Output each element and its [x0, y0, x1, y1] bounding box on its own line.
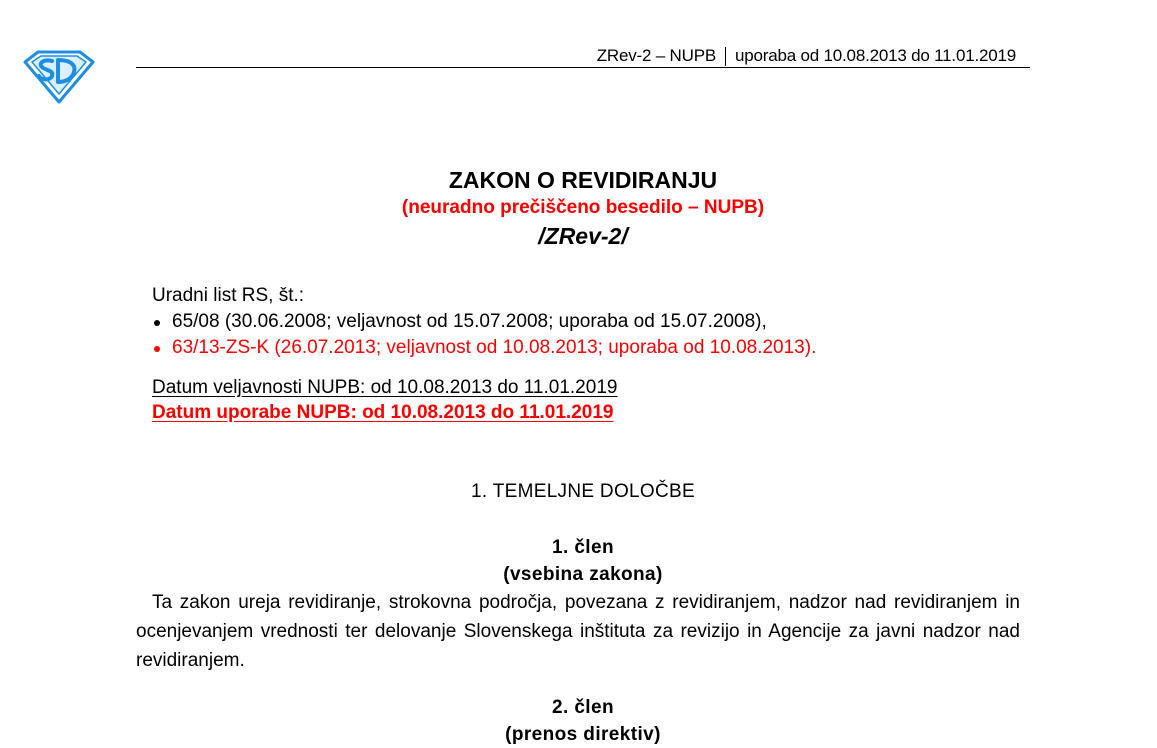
- law-subtitle: (neuradno prečiščeno besedilo – NUPB): [401, 197, 765, 218]
- law-title: ZAKON O REVIDIRANJU: [448, 167, 718, 193]
- sd-logo-icon: [22, 46, 96, 104]
- article-title: (prenos direktiv): [505, 724, 661, 745]
- bullet-icon: [154, 346, 160, 352]
- article-number: 2. člen: [552, 697, 614, 718]
- bullet-icon: [154, 320, 160, 326]
- header-doc-code: ZRev-2 – NUPB: [596, 46, 716, 65]
- running-header: [136, 45, 1030, 68]
- law-abbreviation: /ZRev-2/: [538, 223, 628, 249]
- gazette-item: [152, 335, 1032, 361]
- chapter-heading: 1. TEMELJNE DOLOČBE: [471, 481, 695, 502]
- article-heading: [136, 534, 1030, 588]
- header-separator: [725, 47, 726, 66]
- gazette-label: Uradni list RS, št.:: [152, 285, 305, 306]
- article-text: Ta zakon ureja revidiranje, strokovna področja, povezana z revidiranjem, nadzor nad revidiranjem in ocenjevanjem vrednosti ter delovanje Slovenskega inštituta za revizijo in Agencije za javni nadzor nad revidiranjem.: [136, 592, 1020, 671]
- gazette-list: [152, 309, 1032, 361]
- gazette-item-text: 65/08 (30.06.2008; veljavnost od 15.07.2008; uporaba od 15.07.2008),: [172, 311, 767, 332]
- validity-date-line: Datum veljavnosti NUPB: od 10.08.2013 do 11.01.2019: [152, 377, 618, 398]
- gazette-references: [152, 283, 1032, 361]
- title-block: [136, 166, 1030, 250]
- validity-dates: [152, 375, 617, 425]
- article-heading: [136, 694, 1030, 748]
- article-title: (vsebina zakona): [503, 564, 663, 585]
- gazette-item-text: 63/13-ZS-K (26.07.2013; veljavnost od 10.08.2013; uporaba od 10.08.2013).: [172, 337, 817, 358]
- gazette-item: [152, 309, 1032, 335]
- use-date-line: Datum uporabe NUPB: od 10.08.2013 do 11.01.2019: [152, 402, 614, 423]
- header-use-period: uporaba od 10.08.2013 do 11.01.2019: [734, 46, 1016, 65]
- article-number: 1. člen: [552, 537, 614, 558]
